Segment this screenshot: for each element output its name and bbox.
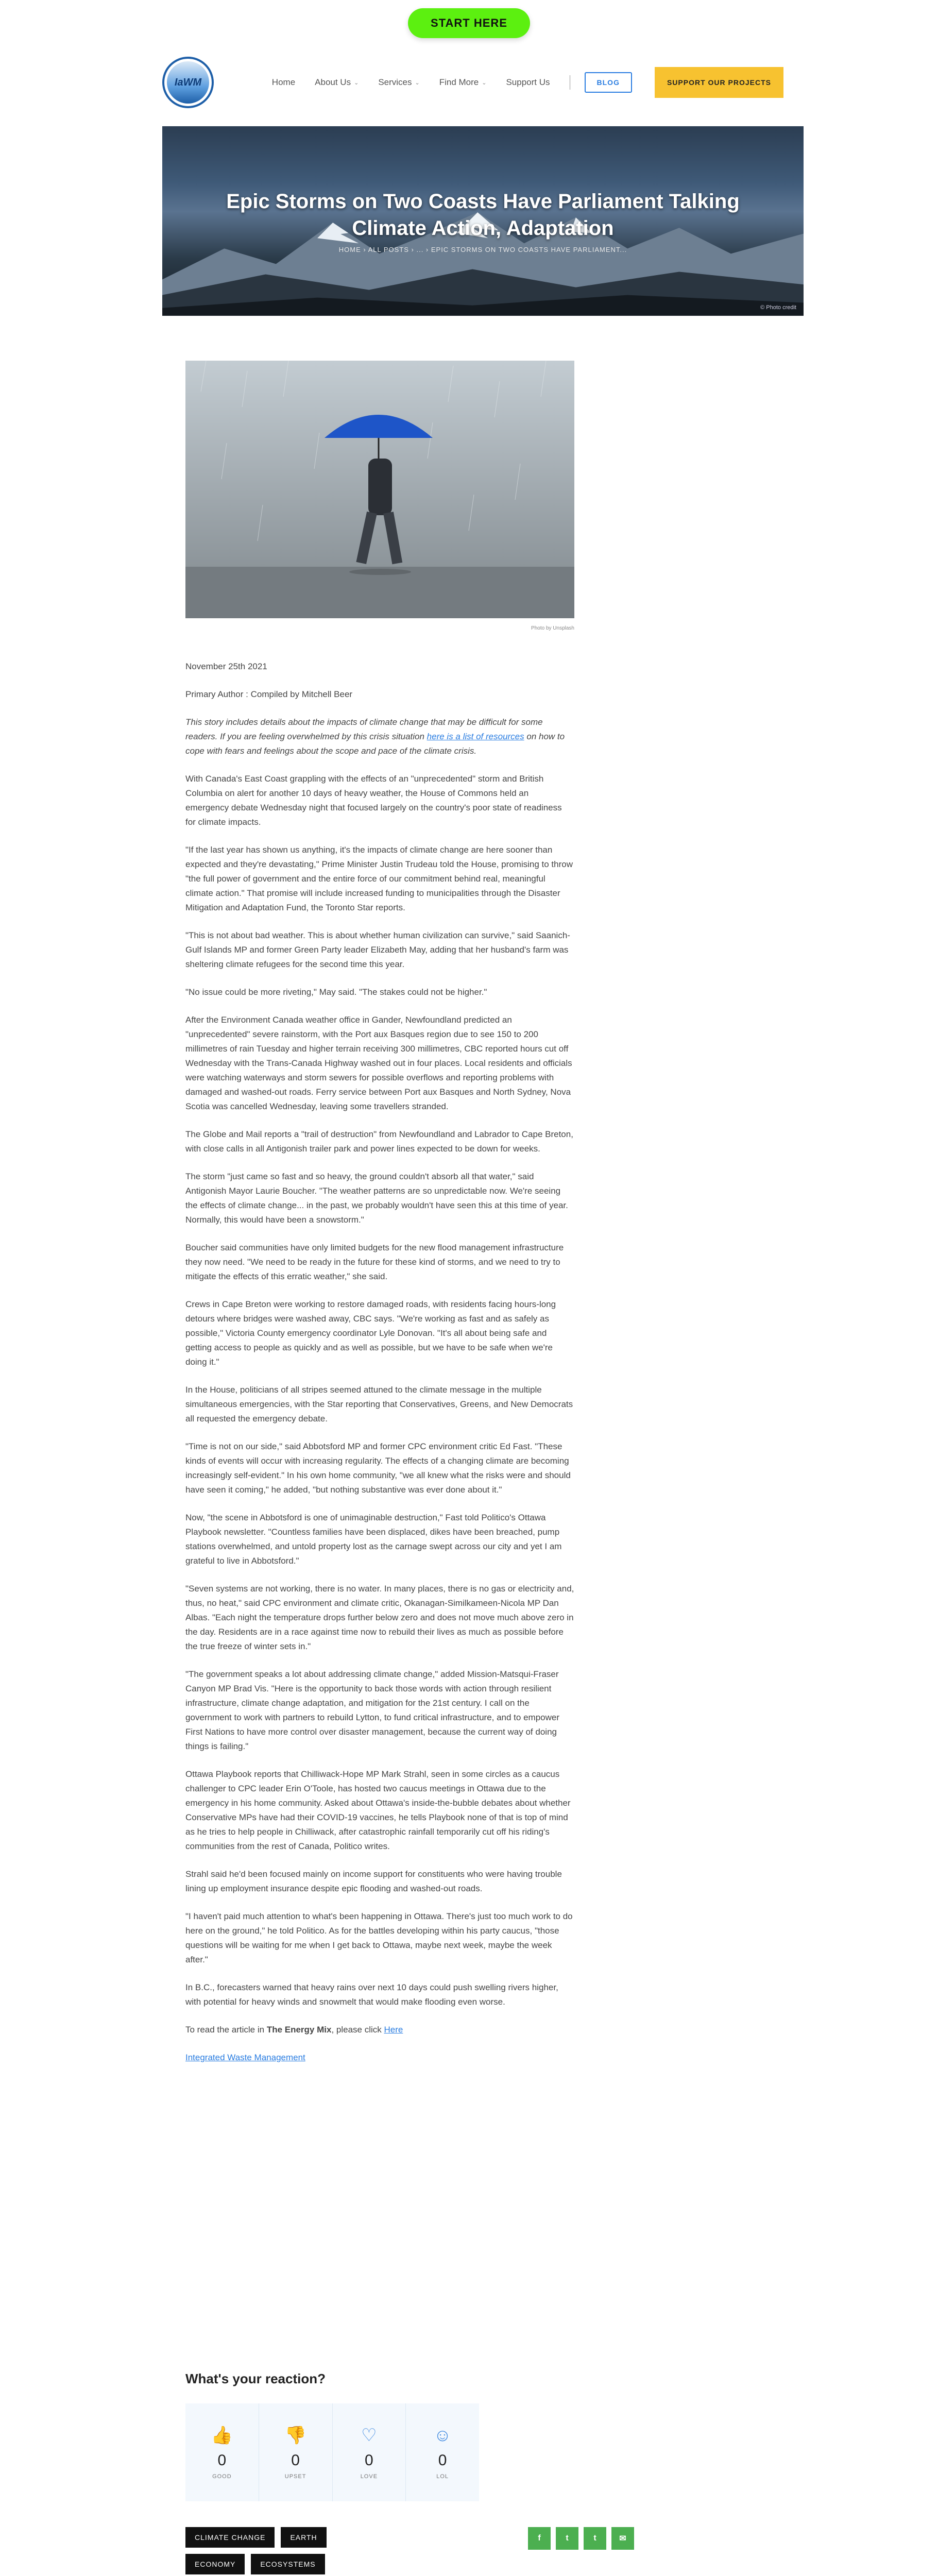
hero-banner bbox=[162, 126, 804, 316]
article-author: Primary Author : Compiled by Mitchell Beer bbox=[185, 689, 353, 699]
main-nav bbox=[272, 75, 570, 90]
thumbs-down-icon: 👎 bbox=[284, 2426, 306, 2445]
reactions-title: What's your reaction? bbox=[185, 2371, 326, 2386]
top-strip bbox=[0, 0, 938, 46]
reaction-love[interactable] bbox=[333, 2403, 406, 2501]
reaction-count: 0 bbox=[291, 2452, 300, 2469]
nav-item-label: Support Us bbox=[506, 77, 550, 87]
article-paragraph: Crews in Cape Breton were working to restore damaged roads, with residents facing hours-long detours where bridges were washed away, CBC says. "We're working as fast and as safely as possible," Victoria County emergency coordinator Lyle Donovan. "It's all about being safe and getting access to people as quickly and as well as possible, but we have to be safe when we're doing it." bbox=[185, 1299, 556, 1367]
reaction-label: LOL bbox=[436, 2473, 449, 2480]
reaction-count: 0 bbox=[438, 2451, 447, 2469]
tag-climate-change[interactable]: CLIMATE CHANGE bbox=[185, 2527, 275, 2548]
article-paragraph: Ottawa Playbook reports that Chilliwack-Hope MP Mark Strahl, seen in some circles as a caucus challenger to CPC leader Erin O'Toole, has hosted two caucus meetings in Ottawa due to the emergency in his home community. Asked about Ottawa's inside-the-bubble debates about whether Conservative MPs have had their COVID-19 vaccines, he tells Playbook none of that is top of mind as he tries to help people in Chilliwack, after catastrophic rainfall temporarily cut off his riding's communities from the rest of Canada, Politico writes. bbox=[185, 1769, 571, 1851]
nav-item-label: Services bbox=[378, 77, 412, 87]
site-header bbox=[0, 46, 938, 118]
tumblr-icon[interactable]: t bbox=[584, 2527, 606, 2550]
reaction-count: 0 bbox=[365, 2452, 373, 2469]
email-icon[interactable]: ✉ bbox=[611, 2527, 634, 2550]
chevron-down-icon: ⌄ bbox=[354, 79, 359, 86]
hero-image-credit: © Photo credit bbox=[760, 304, 796, 311]
article-paragraph: The storm "just came so fast and so heavy, the ground couldn't absorb all that water," said Antigonish Mayor Laurie Boucher. "The weather patterns are so unpredictable now. We're seeing the effects of climate change... in the past, we probably wouldn't have seen this at this time of year. Normally, this would have been a snowstorm." bbox=[185, 1172, 568, 1225]
category-link[interactable]: Integrated Waste Management bbox=[185, 2053, 305, 2062]
article-paragraph: The Globe and Mail reports a "trail of destruction" from Newfoundland and Labrador to Cape Breton, with close calls in all Antigonish trailer park and power lines expected to be down for weeks. bbox=[185, 1129, 573, 1154]
laugh-icon: ☺ bbox=[433, 2425, 452, 2445]
nav-item-label: About Us bbox=[315, 77, 351, 87]
article-paragraph: "This is not about bad weather. This is about whether human civilization can survive," said Saanich-Gulf Islands MP and former Green Party leader Elizabeth May, adding that her husband's farm was sheltering climate refugees for the second time this year. bbox=[185, 930, 570, 969]
nav-item-label: Find More bbox=[439, 77, 479, 87]
article-paragraph: Now, "the scene in Abbotsford is one of unimaginable destruction," Fast told Politico's Ottawa Playbook newsletter. "Countless families have been displaced, dikes have been breached, pump stations overwhelmed, and untold property lost as the carnage swept across our city and yet I am grateful to live in Abbotsford." bbox=[185, 1513, 562, 1566]
article-paragraph: "If the last year has shown us anything, it's the impacts of climate change are here sooner than expected and they're devastating," Prime Minister Justin Trudeau told the House, promising to throw "the full power of government and the entire force of our commitment behind real, meaningful climate action." That promise will include increased funding to municipalities through the Disaster Mitigation and Adaptation Fund, the Toronto Star reports. bbox=[185, 845, 573, 912]
nav-item-find-more[interactable] bbox=[439, 77, 487, 88]
read-more-text: , please click bbox=[331, 2025, 384, 2035]
reaction-label: LOVE bbox=[360, 2473, 378, 2480]
article-paragraph: Boucher said communities have only limited budgets for the new flood management infrastructure they now need. "We need to be ready in the future for these kind of storms, and we need to try to mitigate the effects of this erratic weather," she said. bbox=[185, 1243, 564, 1281]
reaction-good[interactable] bbox=[185, 2403, 259, 2501]
tag-list bbox=[185, 2527, 340, 2576]
article-date: November 25th 2021 bbox=[185, 662, 267, 671]
article-paragraph: In B.C., forecasters warned that heavy rains over next 10 days could push swelling rivers higher, with potential for heavy winds and snowmelt that would make flooding even worse. bbox=[185, 1982, 558, 2007]
article-paragraph: After the Environment Canada weather office in Gander, Newfoundland predicted an "unprecedented" severe rainstorm, with the Port aux Basques region due to see 150 to 200 millimetres of rain Tuesday and higher terrain receiving 300 millimetres, CBC reported hours cut off Wednesday with the Trans-Canada Highway washed out in four places. Local residents and officials were watching waterways and storm sewers for possible overflows and reporting problems with damaged and washed-out roads. Ferry service between Port aux Basques and North Sydney, Nova Scotia was cancelled Wednesday, leaving some travellers stranded. bbox=[185, 1015, 572, 1111]
article-paragraph: "Time is not on our side," said Abbotsford MP and former CPC environment critic Ed Fast. "These kinds of events will occur with increasing regularity. The effects of a changing climate are becoming increasingly self-evident." In his own home community, "we all knew what the risks were and should have seen it coming," he added, "but nothing substantive was ever done about it." bbox=[185, 1442, 571, 1495]
reaction-upset[interactable] bbox=[259, 2403, 333, 2501]
nav-item-label: Home bbox=[271, 77, 296, 87]
read-more-text: To read the article in bbox=[185, 2025, 267, 2035]
blog-button[interactable]: BLOG bbox=[585, 72, 632, 93]
start-here-button[interactable]: START HERE bbox=[408, 8, 530, 38]
tag-earth[interactable]: EARTH bbox=[281, 2527, 326, 2548]
twitter-icon[interactable]: t bbox=[556, 2527, 578, 2550]
read-more-link[interactable]: Here bbox=[384, 2025, 403, 2035]
thumbs-up-icon: 👍 bbox=[211, 2426, 233, 2445]
nav-item-about-us[interactable] bbox=[315, 77, 359, 88]
chevron-down-icon: ⌄ bbox=[482, 79, 487, 86]
intro-text-end: on how to cope with fears and feelings about the scope and pace of the climate crisis. bbox=[185, 732, 565, 756]
chevron-down-icon: ⌄ bbox=[415, 79, 420, 86]
facebook-icon[interactable]: f bbox=[528, 2527, 551, 2550]
article-paragraph: "No issue could be more riveting," May said. "The stakes could not be higher." bbox=[185, 987, 487, 997]
reaction-count: 0 bbox=[217, 2452, 227, 2469]
source-name: The Energy Mix bbox=[266, 2025, 332, 2035]
nav-item-services[interactable] bbox=[378, 77, 419, 88]
resources-link[interactable]: here is a list of resources bbox=[427, 732, 524, 741]
reactions-panel bbox=[185, 2403, 479, 2501]
reaction-label: UPSET bbox=[284, 2473, 306, 2480]
reaction-label: GOOD bbox=[212, 2473, 232, 2480]
heart-icon: ♡ bbox=[361, 2426, 377, 2445]
reaction-lol[interactable] bbox=[406, 2403, 479, 2501]
article-body bbox=[185, 361, 574, 2065]
article-paragraph: Strahl said he'd been focused mainly on income support for constituents who were having trouble lining up employment insurance despite epic flooding and washed-out roads. bbox=[185, 1869, 562, 1893]
page-title: Epic Storms on Two Coasts Have Parliament Talking Climate Action, Adaptation bbox=[226, 190, 740, 240]
nav-item-home[interactable] bbox=[272, 77, 295, 88]
logo-text: IaWM bbox=[167, 61, 209, 104]
tag-economy[interactable]: ECONOMY bbox=[185, 2554, 245, 2574]
tag-ecosystems[interactable]: ECOSYSTEMS bbox=[251, 2554, 325, 2574]
article-intro bbox=[185, 715, 574, 758]
article-paragraph: "Seven systems are not working, there is no water. In many places, there is no gas or electricity and, thus, no heat," said CPC environment and climate critic, Okanagan-Similkameen-Nicola MP Dan Albas. "Each night the temperature drops further below zero and does not move much above zero in the day. Residents are in a race against time now to rebuild their lives as much as possible before the true freeze of winter sets in." bbox=[185, 1584, 574, 1651]
nav-item-support-us[interactable] bbox=[506, 77, 550, 88]
rain-umbrella-illustration bbox=[185, 361, 574, 618]
site-logo[interactable] bbox=[162, 57, 214, 108]
article-paragraph: In the House, politicians of all stripes seemed attuned to the climate message in the multiple simultaneous emergencies, with the Star reporting that Conservatives, Greens, and New Democrats all requested the emergency debate. bbox=[185, 1385, 573, 1423]
intro-text: This story includes details about the impacts of climate change that may be difficult for some readers. If you are feeling overwhelmed by this crisis situation bbox=[185, 717, 543, 741]
article-paragraph: "The government speaks a lot about addressing climate change," added Mission-Matsqui-Fraser Canyon MP Brad Vis. "Here is the opportunity to back those words with action through resilient infrastructure, climate change adaptation, and mitigation for the 21st century. I call on the government to work with partners to rebuild Lytton, to fund critical infrastructure, and to empower First Nations to have more control over disaster management, because the current way of doing things is failing." bbox=[185, 1669, 559, 1751]
article-featured-image bbox=[185, 361, 574, 618]
share-buttons bbox=[528, 2527, 634, 2550]
image-credit: Photo by Unsplash bbox=[531, 625, 574, 631]
breadcrumb[interactable]: HOME › ALL POSTS › ... › EPIC STORMS ON TWO COASTS HAVE PARLIAMENT... bbox=[338, 246, 627, 253]
read-more-line bbox=[185, 2023, 574, 2037]
article-paragraph: "I haven't paid much attention to what's been happening in Ottawa. There's just too much work to do here on the ground," he told Politico. As for the battles developing within his party caucus, "those questions will be waiting for me when I get back to Ottawa, maybe next week, maybe the week after." bbox=[185, 1911, 573, 1964]
support-projects-button[interactable]: SUPPORT OUR PROJECTS bbox=[655, 67, 783, 98]
article-paragraph: With Canada's East Coast grappling with the effects of an "unprecedented" storm and British Columbia on alert for another 10 days of heavy weather, the House of Commons held an emergency debate Wednesday night that focused largely on the country's poor state of readiness for climate impacts. bbox=[185, 774, 562, 827]
